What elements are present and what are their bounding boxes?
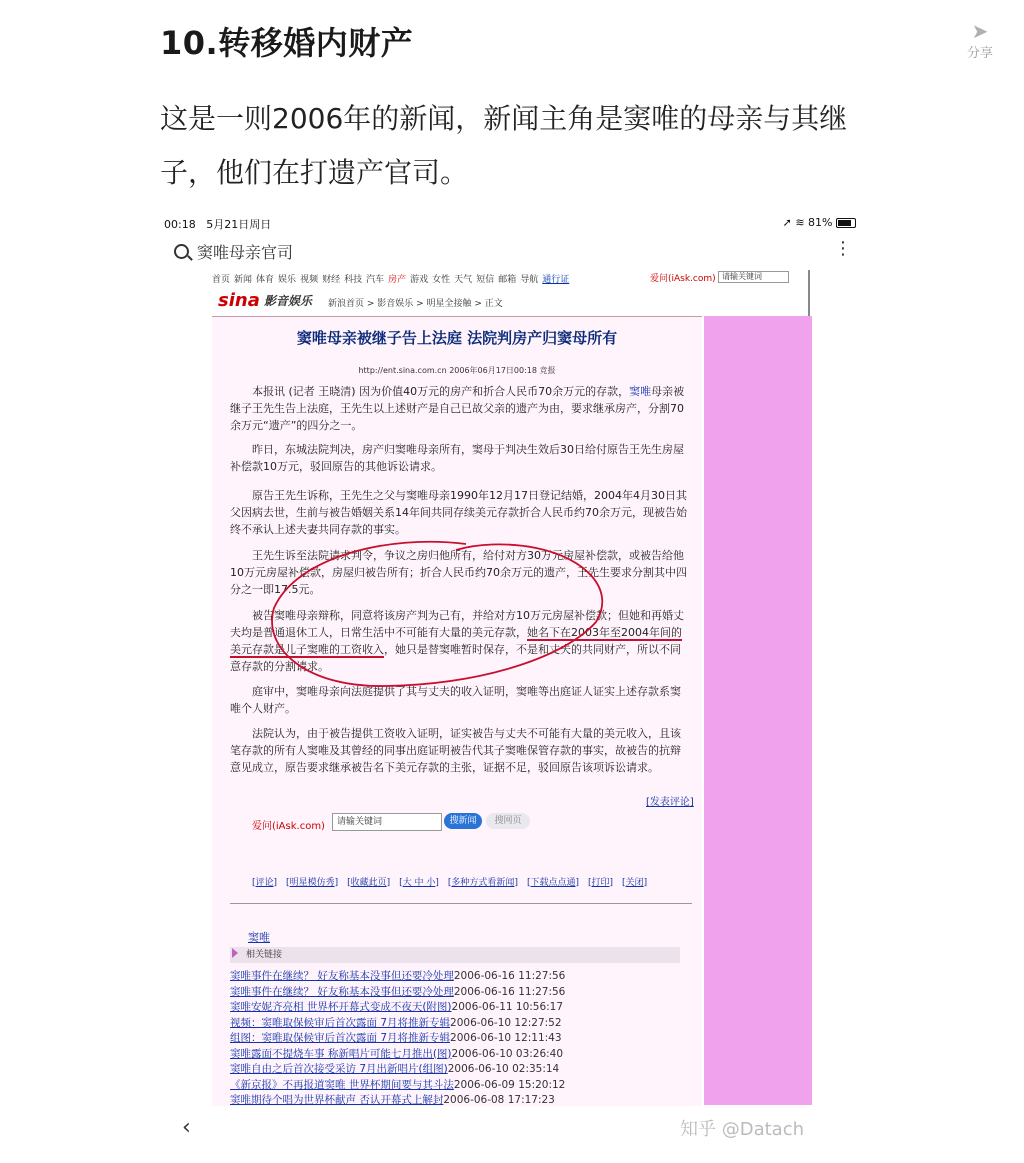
- pink-sidebar: [704, 316, 812, 1105]
- related-link-row[interactable]: [230, 1093, 700, 1109]
- related-link-date: 2006-06-10 03:26:40: [451, 1047, 564, 1060]
- nav-item[interactable]: 首页: [212, 275, 231, 285]
- nav-item[interactable]: 科技: [344, 275, 363, 285]
- related-link-title[interactable]: 窦唯露面不提烧车事 称新唱片可能七月推出(图): [230, 1047, 452, 1060]
- divider: [230, 903, 692, 904]
- tool-link[interactable]: [大 中 小]: [399, 878, 439, 888]
- battery-icon: [836, 218, 856, 228]
- tool-link[interactable]: [明星模仿秀]: [286, 878, 339, 888]
- nav-item[interactable]: 娱乐: [278, 275, 297, 285]
- status-time: 00:18: [164, 218, 196, 231]
- nav-item[interactable]: 游戏: [410, 275, 429, 285]
- related-link-title[interactable]: 窦唯安妮齐亮相 世界杯开幕式变成不夜天(附图): [230, 1001, 452, 1013]
- related-link-row[interactable]: [230, 1031, 700, 1047]
- related-link-row[interactable]: [230, 1062, 700, 1078]
- underlined-highlight: 她名下在2003年至2004年间的美元存款是儿子窦唯的工资收入: [230, 626, 682, 656]
- paragraph-4: 王先生诉至法院请求判令，争议之房归他所有，给付对方30万元房屋补偿款，或被告给他10万元房屋补偿款，房屋归被告所有；折合人民币约70余万元的遗产，王先生要求分割其中四分之一即17.5元。: [230, 549, 687, 596]
- related-link-date: 2006-06-16 11:27:56: [453, 985, 566, 998]
- related-link-title[interactable]: 窦唯事件在继续？ 好友称基本没事但还要冷处理: [230, 985, 454, 998]
- article-intro: 这是一则2006年的新闻，新闻主角是窦唯的母亲与其继子，他们在打遗产官司。: [160, 102, 848, 189]
- nav-item[interactable]: 导航: [520, 275, 539, 285]
- nav-item[interactable]: 视频: [300, 275, 319, 285]
- triangle-icon: [232, 948, 238, 958]
- tool-link[interactable]: [收藏此页]: [347, 878, 391, 888]
- channel-name: 影音娱乐: [264, 294, 313, 308]
- back-chevron-icon[interactable]: ‹: [182, 1115, 191, 1140]
- related-link-title[interactable]: 窦唯事件在继续？ 好友称基本没事但还要冷处理: [230, 970, 454, 982]
- iask-label-bottom[interactable]: 爱问(iAsk.com): [252, 821, 325, 832]
- related-links-header: 相关链接: [230, 947, 680, 963]
- post-comment-link[interactable]: [发表评论]: [646, 797, 694, 808]
- article-title: 10.转移婚内财产: [160, 24, 414, 62]
- related-link-date: 2006-06-10 02:35:14: [447, 1063, 560, 1075]
- related-link-date: 2006-06-10 12:27:52: [450, 1016, 562, 1029]
- paragraph-7: 法院认为，由于被告提供工资收入证明，证实被告与丈夫不可能有大量的美元收入，且该笔存款的所有人窦唯及其曾经的同事出庭证明被告代其子窦唯保管存款的事实，故被告的抗辩意见成立，原告要求继承被告名下美元存款的主张，证据不足，驳回原告该项诉讼请求。: [230, 727, 681, 774]
- location-icon: ➚: [782, 216, 792, 229]
- nav-item[interactable]: 女性: [432, 275, 451, 285]
- nav-item[interactable]: 汽车: [366, 275, 385, 285]
- more-menu-icon[interactable]: ⋮: [834, 238, 852, 259]
- tool-link[interactable]: [下载点点通]: [526, 878, 579, 888]
- embedded-screenshot: [160, 210, 866, 1140]
- nav-item[interactable]: 短信: [476, 275, 495, 285]
- nav-item[interactable]: 邮箱: [498, 275, 517, 285]
- related-link-title[interactable]: 视频：窦唯取保候审后首次露面 7月将推新专辑: [230, 1016, 451, 1029]
- iask-search-input-top[interactable]: 请输关键词: [718, 271, 789, 283]
- keyword-tag[interactable]: 窦唯: [248, 931, 270, 944]
- zhihu-watermark: 知乎 @Datach: [680, 1119, 805, 1140]
- status-date: 5月21日周日: [206, 218, 272, 231]
- status-battery-text: 81%: [808, 216, 833, 229]
- nav-item[interactable]: 天气: [454, 275, 473, 285]
- iask-search-input-bottom[interactable]: 请输关键词: [332, 813, 442, 831]
- paragraph-3: 原告王先生诉称，王先生之父与窦唯母亲1990年12月17日登记结婚，2004年4月30日其父因病去世，生前与被告婚姻关系14年间共同存续美元存款折合人民币约70余万元，现被告始终不承认上述夫妻共同存款的事实。: [230, 489, 687, 536]
- nav-item[interactable]: 财经: [322, 275, 341, 285]
- related-link-title[interactable]: 窦唯期待个唱为世界杯献声 否认开幕式上解封: [230, 1094, 444, 1106]
- sina-logo[interactable]: sina: [218, 290, 260, 311]
- status-bar: [164, 216, 860, 232]
- nav-item[interactable]: 通行证: [542, 275, 570, 285]
- tool-link[interactable]: [打印]: [588, 878, 614, 888]
- search-news-button[interactable]: 搜新闻: [444, 813, 482, 829]
- tool-link[interactable]: [评论]: [252, 878, 278, 888]
- search-icon: [174, 244, 189, 259]
- breadcrumb[interactable]: 新浪首页 > 影音娱乐 > 明星全接触 > 正文: [328, 299, 503, 309]
- tool-link[interactable]: [关闭]: [622, 878, 648, 888]
- paragraph-5: 被告窦唯母亲辩称，同意将该房产判为己有，并给对方10万元房屋补偿款；但她和再婚丈夫均是普通退休工人，日常生活中不可能有大量的美元存款，她名下在2003年至2004年间的美元存款是儿子窦唯的工资收入，她只是替窦唯暂时保存，不是和丈夫的共同财产，所以不同意存款的分割请求。: [230, 609, 684, 673]
- related-link-row[interactable]: [230, 1047, 700, 1063]
- related-links-list: [230, 969, 700, 1109]
- paper-plane-icon: ➤: [971, 19, 989, 43]
- related-link-date: 2006-06-08 17:17:23: [443, 1094, 555, 1106]
- share-label: 分享: [966, 46, 993, 61]
- share-button[interactable]: [960, 20, 1000, 61]
- related-link-date: 2006-06-11 10:56:17: [451, 1001, 564, 1013]
- search-bar[interactable]: [174, 240, 774, 263]
- paragraph-2: 昨日，东城法院判决，房产归窦唯母亲所有，窦母于判决生效后30日给付原告王先生房屋补偿款10万元，驳回原告的其他诉讼请求。: [230, 443, 684, 473]
- article-tools: [252, 875, 692, 888]
- sina-webpage: [212, 268, 812, 1105]
- nav-item[interactable]: 房产: [388, 275, 407, 285]
- related-link-row[interactable]: [230, 1078, 700, 1094]
- related-link-date: 2006-06-16 11:27:56: [453, 970, 566, 982]
- search-web-button[interactable]: 搜网页: [486, 813, 530, 829]
- related-link-title[interactable]: 组图：窦唯取保候审后首次露面 7月将推新专辑: [230, 1032, 451, 1044]
- related-link-row[interactable]: [230, 985, 700, 1001]
- news-meta: http://ent.sina.com.cn 2006年06月17日00:18 竞报: [358, 366, 556, 375]
- paragraph-6: 庭审中，窦唯母亲向法庭提供了其与丈夫的收入证明，窦唯等出庭证人证实上述存款系窦唯个人财产。: [230, 685, 681, 715]
- related-link-date: 2006-06-09 15:20:12: [453, 1078, 566, 1091]
- nav-item[interactable]: 新闻: [234, 275, 253, 285]
- article-body: [212, 316, 702, 1106]
- wifi-icon: ≋: [795, 216, 805, 229]
- related-link-title[interactable]: 窦唯自由之后首次接受采访 7月出新唱片(组图): [230, 1063, 448, 1075]
- search-query: 窦唯母亲官司: [197, 243, 294, 262]
- related-link-row[interactable]: [230, 969, 700, 985]
- related-link-row[interactable]: [230, 1000, 700, 1016]
- related-link-row[interactable]: [230, 1016, 700, 1032]
- paragraph-1: 本报讯 (记者 王晓清) 因为价值40万元的房产和折合人民币70余万元的存款，窦唯母亲被继子王先生告上法庭，王先生以上述财产是自己已故父亲的遗产为由，要求继承房产，分割70余万元“遗产”的四分之一。: [230, 385, 685, 432]
- news-headline: 窦唯母亲被继子告上法庭 法院判房产归窦母所有: [296, 329, 618, 347]
- tool-link[interactable]: [多种方式看新闻]: [447, 878, 518, 888]
- related-link-date: 2006-06-10 12:11:43: [450, 1032, 562, 1044]
- nav-item[interactable]: 体育: [256, 275, 275, 285]
- iask-label-top[interactable]: 爱问(iAsk.com): [650, 274, 716, 284]
- related-link-title[interactable]: 《新京报》不再报道窦唯 世界杯期间要与其斗法: [230, 1078, 454, 1091]
- keyword-link[interactable]: 窦唯: [629, 385, 652, 398]
